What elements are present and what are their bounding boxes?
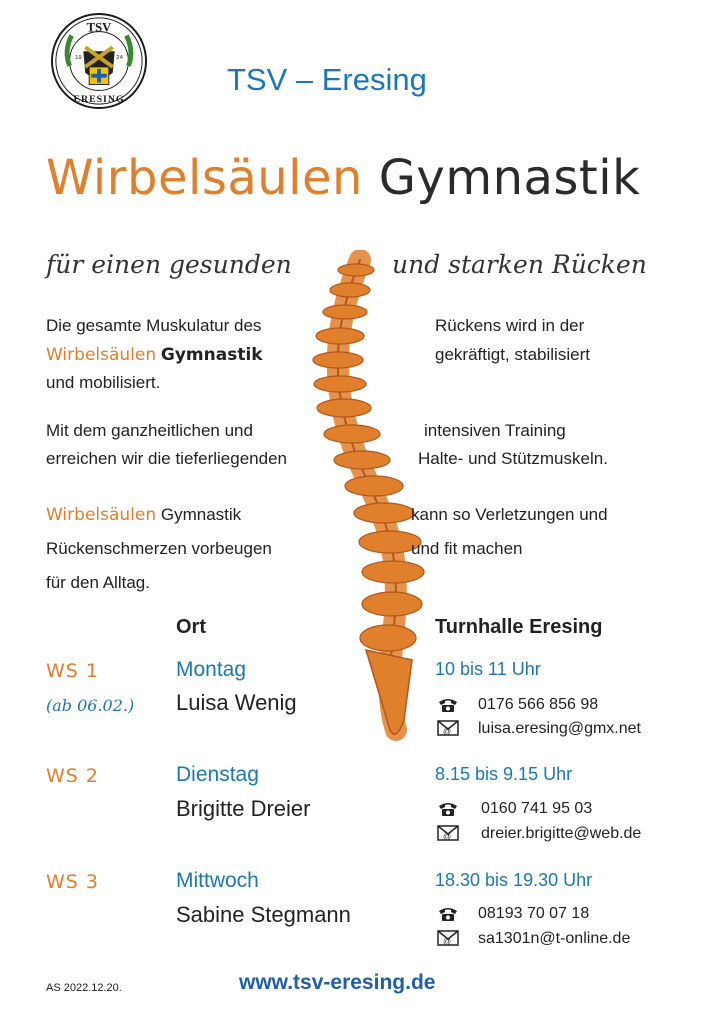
- session-1-email[interactable]: luisa.eresing@gmx.net: [478, 720, 641, 737]
- svg-text:@: @: [443, 727, 452, 736]
- session-1-phone: 0176 566 856 98: [478, 696, 599, 713]
- phone-icon: [437, 905, 459, 923]
- p2-line2-left: erreichen wir die tieferliegenden: [46, 449, 287, 468]
- p3-line2-left: Rückenschmerzen vorbeugen: [46, 539, 272, 558]
- session-1-person: Luisa Wenig: [176, 690, 297, 715]
- logo-year-right: 24: [116, 55, 123, 62]
- svg-text:@: @: [443, 832, 452, 841]
- p1-line1-left: Die gesamte Muskulatur des: [46, 316, 262, 335]
- p2-line1-right: intensiven Training: [424, 421, 566, 440]
- logo-text-top: TSV: [86, 20, 112, 35]
- p3-rest-word: Gymnastik: [160, 505, 242, 524]
- p1-dark-word: Gymnastik: [160, 345, 263, 365]
- p1-line2-left: [46, 340, 263, 370]
- email-icon: [437, 719, 459, 737]
- subtitle-right: und starken Rücken: [392, 250, 647, 279]
- svg-text:@: @: [443, 937, 452, 946]
- session-2-person: Brigitte Dreier: [176, 796, 311, 821]
- session-1-note: (ab 06.02.): [46, 696, 135, 715]
- p3-line1-right: kann so Verletzungen und: [411, 505, 608, 524]
- p1-line3: und mobilisiert.: [46, 373, 161, 392]
- session-3-phone: 08193 70 07 18: [478, 905, 590, 922]
- title-word-2: Gymnastik: [378, 150, 641, 206]
- p3-orange-word: Wirbelsäulen: [46, 505, 157, 525]
- session-1-label: WS 1: [46, 660, 99, 682]
- document-code: AS 2022.12.20.: [46, 982, 122, 994]
- page-title: [46, 150, 640, 206]
- session-1-time: 10 bis 11 Uhr: [435, 659, 541, 679]
- p3-line1-left: [46, 500, 241, 530]
- spine-illustration: [300, 250, 430, 745]
- logo-text-bottom: ERESING: [73, 94, 125, 106]
- email-icon: [437, 929, 459, 947]
- session-2-time: 8.15 bis 9.15 Uhr: [435, 764, 573, 784]
- p1-orange-word: Wirbelsäulen: [46, 345, 157, 365]
- session-3-email[interactable]: sa1301n@t-online.de: [478, 930, 631, 947]
- logo-year-left: 19: [75, 55, 82, 62]
- phone-icon: [437, 800, 459, 818]
- session-1-day: Montag: [176, 658, 247, 681]
- subtitle-left: für einen gesunden: [46, 250, 292, 279]
- club-name: TSV – Eresing: [227, 62, 427, 97]
- session-3-label: WS 3: [46, 871, 99, 893]
- website-link[interactable]: www.tsv-eresing.de: [239, 971, 436, 994]
- p3-line3: für den Alltag.: [46, 573, 150, 592]
- session-2-email[interactable]: dreier.brigitte@web.de: [481, 825, 642, 842]
- place-label: Ort: [176, 616, 206, 638]
- p2-line1-left: Mit dem ganzheitlichen und: [46, 421, 253, 440]
- session-3-person: Sabine Stegmann: [176, 902, 351, 927]
- session-3-time: 18.30 bis 19.30 Uhr: [435, 870, 593, 890]
- p1-line2-right: gekräftigt, stabilisiert: [435, 345, 590, 364]
- session-3-day: Mittwoch: [176, 869, 259, 892]
- session-2-day: Dienstag: [176, 763, 259, 786]
- phone-icon: [437, 696, 459, 714]
- club-logo: [50, 12, 148, 110]
- p1-line1-right: Rückens wird in der: [435, 316, 585, 335]
- p2-line2-right: Halte- und Stützmuskeln.: [418, 449, 608, 468]
- email-icon: [437, 824, 459, 842]
- p3-line2-right: und fit machen: [411, 539, 523, 558]
- place-value: Turnhalle Eresing: [435, 616, 603, 638]
- session-2-phone: 0160 741 95 03: [481, 800, 593, 817]
- title-word-1: Wirbelsäulen: [46, 150, 363, 206]
- session-2-label: WS 2: [46, 765, 99, 787]
